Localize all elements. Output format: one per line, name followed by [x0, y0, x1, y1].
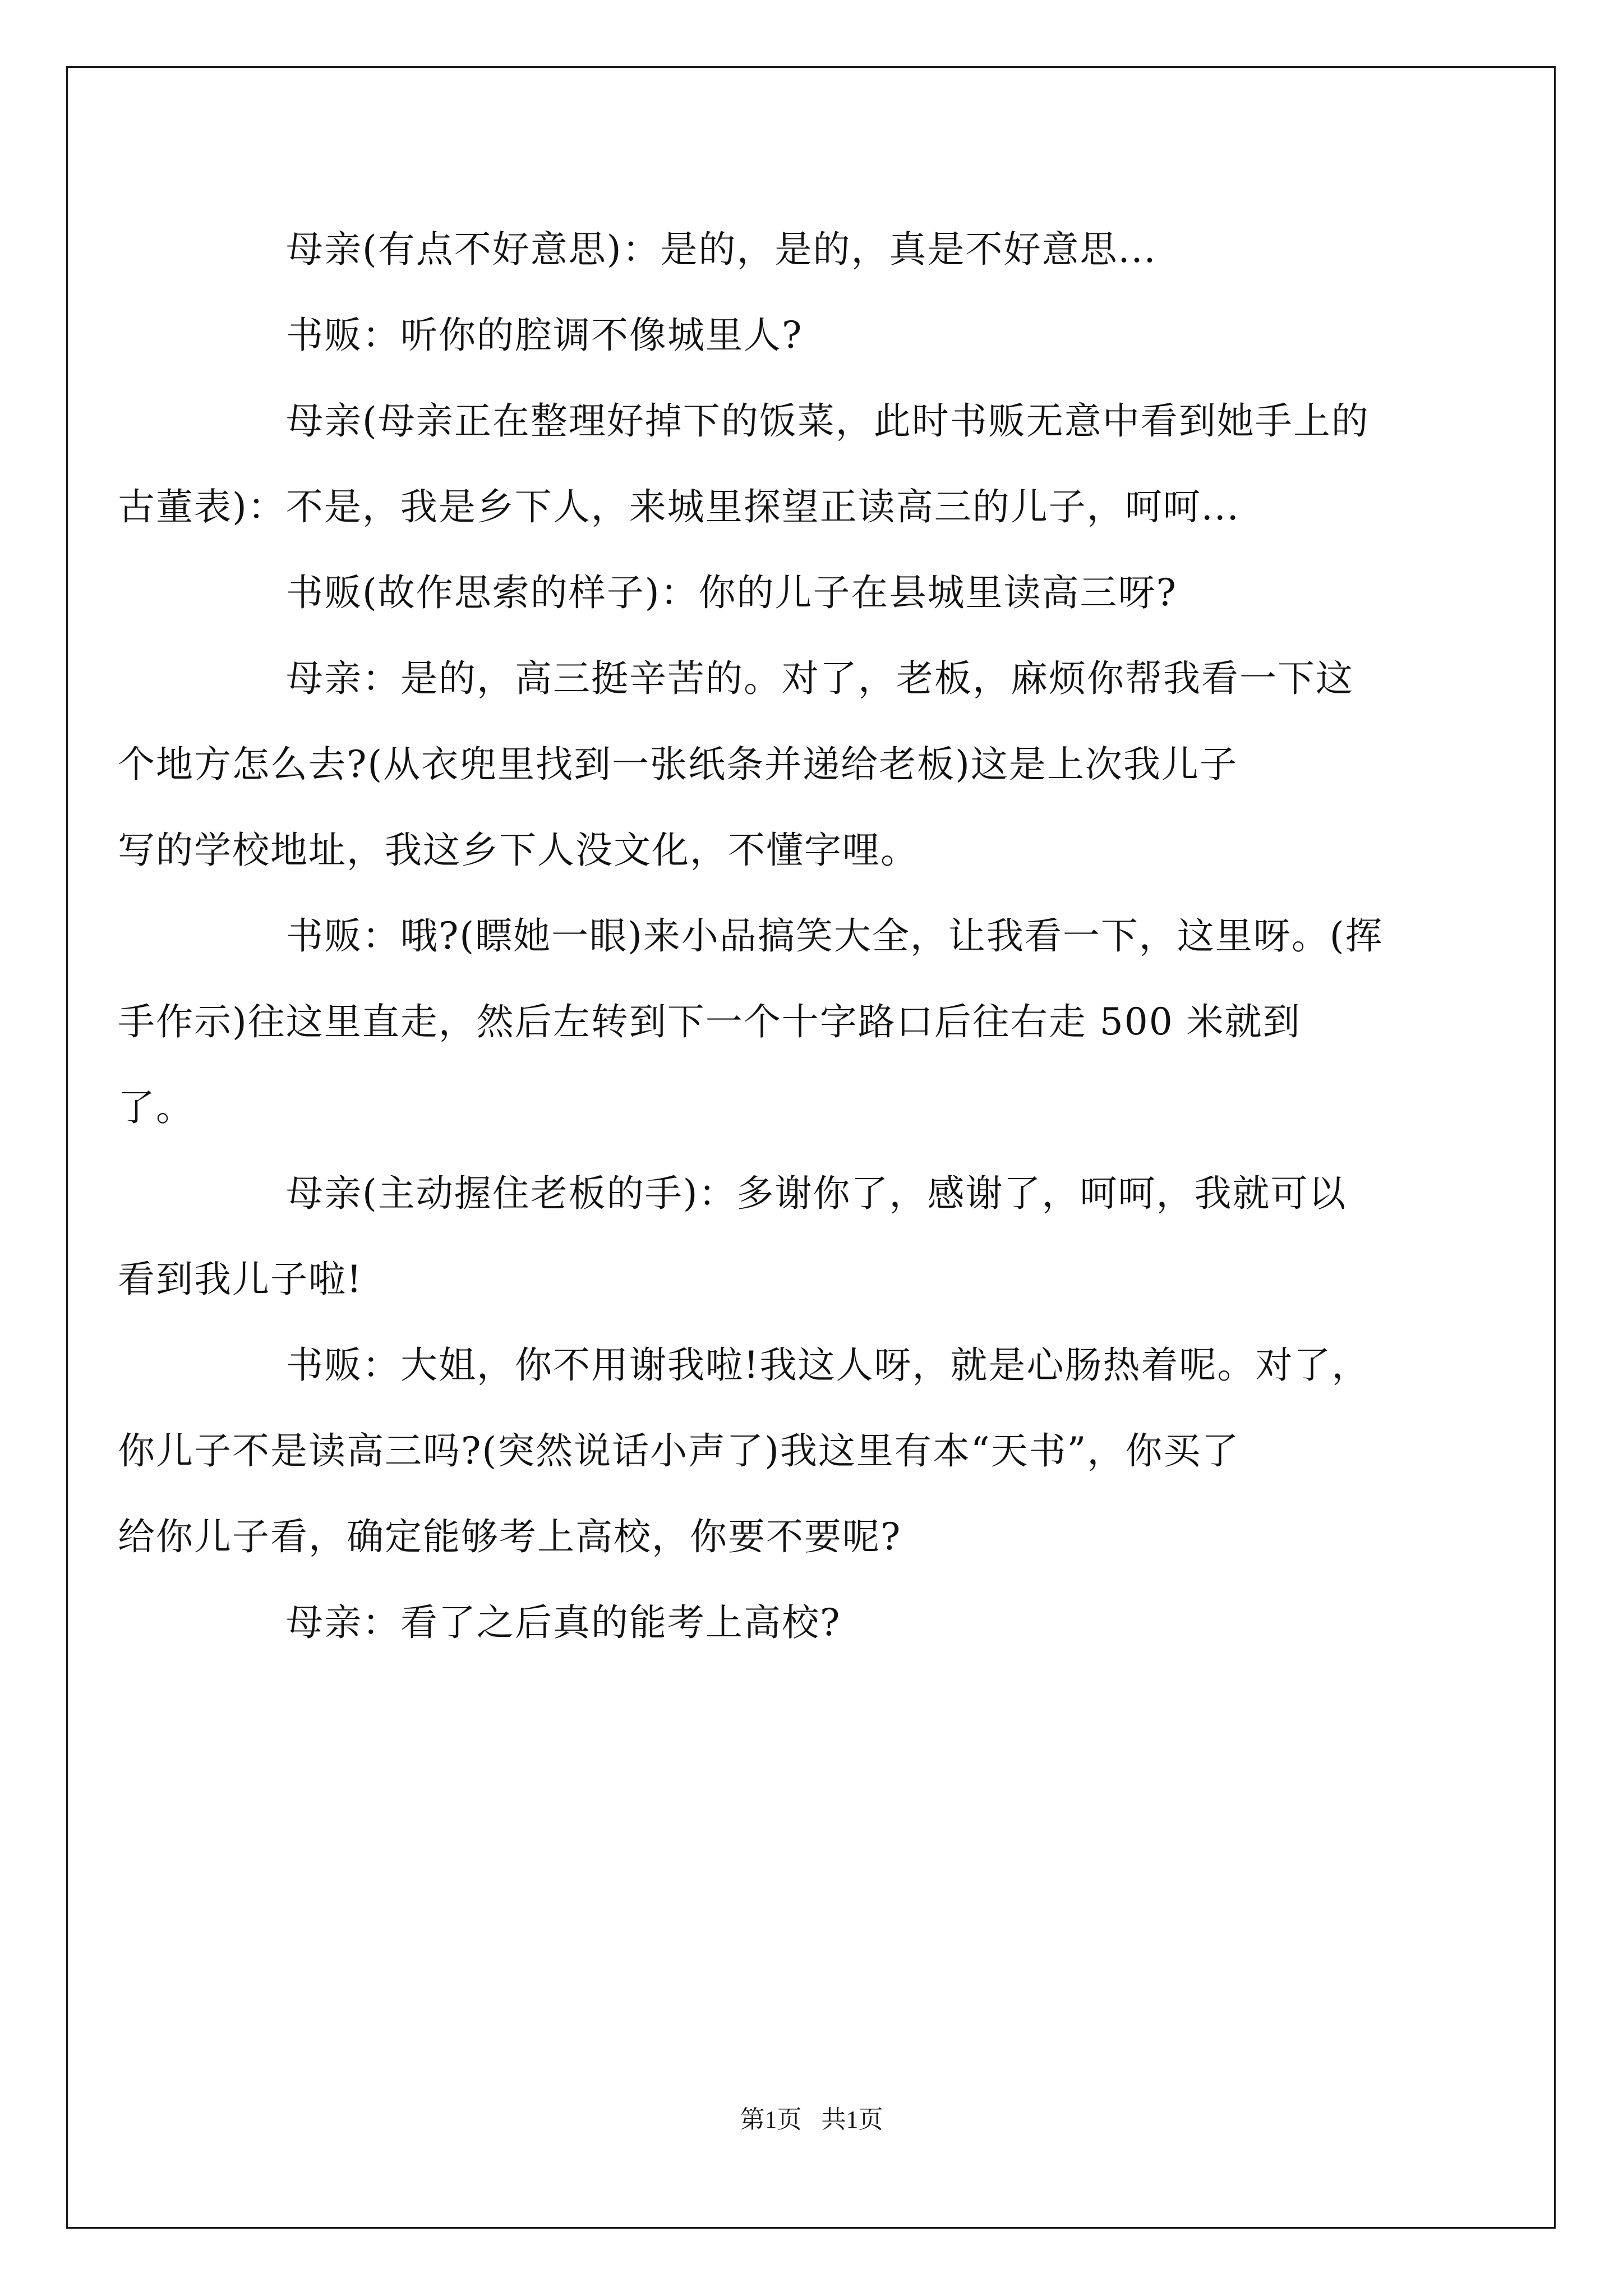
text-line: 个地方怎么去?(从衣兜里找到一张纸条并递给老板)这是上次我儿子	[118, 743, 1238, 786]
page-footer	[0, 2099, 1623, 2135]
text-line: 书贩：哦?(瞟她一眼)来小品搞笑大全，让我看一下，这里呀。(挥	[286, 914, 1384, 958]
text-line: 古董表)：不是，我是乡下人，来城里探望正读高三的儿子，呵呵...	[118, 485, 1240, 528]
text-line: 母亲：是的，高三挺辛苦的。对了，老板，麻烦你帮我看一下这	[286, 657, 1354, 700]
text-line: 书贩：大姐，你不用谢我啦!我这人呀，就是心肠热着呢。对了，	[286, 1343, 1370, 1387]
text-line: 手作示)往这里直走，然后左转到下一个十字路口后往右走 500 米就到	[118, 1000, 1301, 1043]
paragraph	[202, 292, 1430, 378]
text-line: 了。	[118, 1086, 194, 1129]
text-line: 书贩(故作思索的样子)：你的儿子在县城里读高三呀?	[286, 571, 1177, 614]
page-number: 第1页	[740, 2106, 802, 2133]
text-line: 看到我儿子啦!	[118, 1258, 363, 1301]
text-line: 写的学校地址，我这乡下人没文化，不懂字哩。	[118, 829, 919, 872]
text-line: 母亲：看了之后真的能考上高校?	[286, 1601, 841, 1644]
paragraph	[118, 636, 1430, 893]
paragraph	[202, 550, 1430, 636]
paragraph	[202, 1580, 1430, 1665]
paragraph	[118, 893, 1430, 1151]
text-line: 母亲(主动握住老板的手)：多谢你了，感谢了，呵呵，我就可以	[286, 1172, 1347, 1215]
document-body	[118, 206, 1430, 1665]
text-line: 母亲(有点不好意思)：是的，是的，真是不好意思...	[286, 228, 1157, 271]
text-line: 书贩：听你的腔调不像城里人?	[286, 314, 803, 357]
page-total: 共1页	[821, 2106, 883, 2133]
paragraph	[202, 206, 1430, 292]
paragraph	[118, 378, 1430, 550]
text-line: 母亲(母亲正在整理好掉下的饭菜，此时书贩无意中看到她手上的	[286, 399, 1370, 443]
text-line: 给你儿子看，确定能够考上高校，你要不要呢?	[118, 1515, 902, 1558]
text-line: 你儿子不是读高三吗?(突然说话小声了)我这里有本“天书”，你买了	[118, 1429, 1240, 1473]
paragraph	[118, 1322, 1430, 1580]
paragraph	[118, 1151, 1430, 1322]
